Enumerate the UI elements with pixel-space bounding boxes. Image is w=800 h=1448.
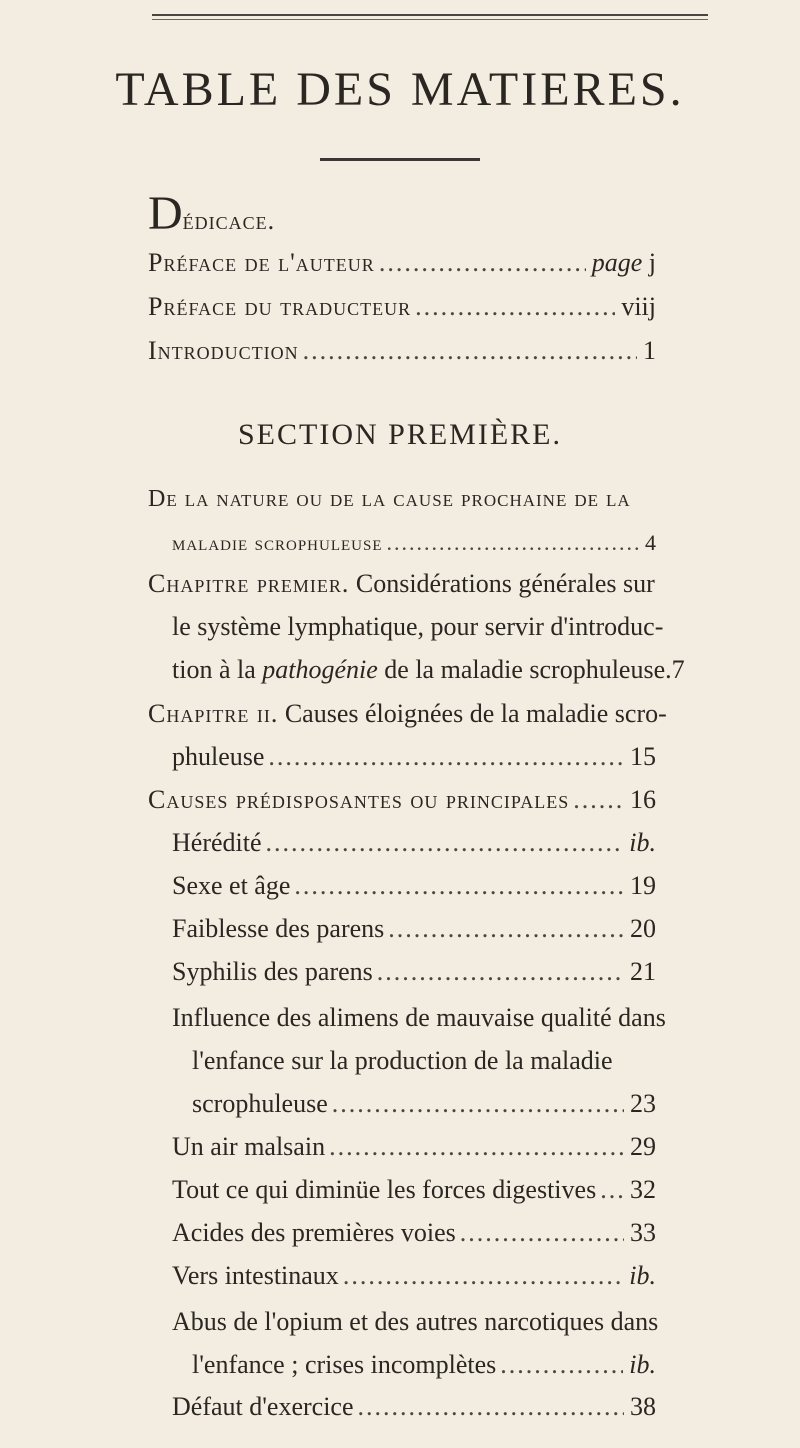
- toc-label: Hérédité: [172, 828, 262, 857]
- toc-entry-causes: [148, 785, 656, 815]
- toc-label: Faiblesse des parens: [172, 914, 385, 943]
- toc-label: Préface du traducteur: [148, 292, 412, 321]
- toc-label: Préface de l'auteur: [148, 248, 375, 277]
- toc-line: scrophuleuse ..... 23: [172, 1082, 656, 1125]
- toc-page-number: viij: [621, 292, 656, 321]
- top-rule-thin: [152, 19, 708, 20]
- toc-entry-chapitre-2: [148, 692, 667, 778]
- toc-label: Syphilis des parens: [172, 957, 373, 986]
- page-prefix: page: [591, 248, 643, 277]
- leader-dots: [266, 828, 624, 858]
- toc-page-number: 15: [630, 742, 656, 771]
- toc-label: Causes prédisposantes ou principales: [148, 785, 570, 814]
- toc-label: Tout ce qui diminüe les forces digestives: [172, 1175, 597, 1204]
- toc-line: Abus de l'opium et des autres narcotiques dans: [172, 1307, 659, 1336]
- leader-dots: [387, 521, 639, 564]
- toc-entry-syphilis: [172, 957, 656, 987]
- toc-entry-air: [172, 1132, 656, 1162]
- title-divider: [320, 158, 480, 161]
- leader-dots: [460, 1218, 624, 1248]
- toc-entry-dedicace: [148, 187, 656, 240]
- toc-page-number: 33: [630, 1218, 656, 1247]
- toc-page-number: 32: [630, 1175, 656, 1204]
- toc-entry-preface-auteur: [148, 248, 656, 278]
- toc-page-number: 19: [630, 871, 656, 900]
- toc-page-number: 20: [630, 914, 656, 943]
- toc-entry-acides: [172, 1218, 656, 1248]
- toc-page-number: 7: [671, 655, 685, 684]
- toc-page-number: 16: [630, 785, 656, 814]
- toc-label: Sexe et âge: [172, 871, 291, 900]
- toc-entry-introduction: [148, 336, 656, 366]
- toc-entry-influence: [172, 996, 666, 1125]
- toc-page-number: page j: [591, 248, 656, 277]
- toc-page-number: 38: [630, 1392, 656, 1421]
- leader-dots: [573, 785, 624, 815]
- leader-dots: [500, 1343, 623, 1386]
- leader-dots: [303, 336, 637, 366]
- toc-entry-sexe: [172, 871, 656, 901]
- leader-dots: [329, 1132, 624, 1162]
- toc-entry-preface-traducteur: [148, 292, 656, 322]
- toc-line: l'enfance sur la production de la maladie: [192, 1046, 613, 1075]
- toc-entry-exercice: [172, 1392, 656, 1422]
- page-title: TABLE DES MATIERES.: [115, 63, 685, 116]
- toc-entry-forces: [172, 1175, 656, 1205]
- leader-dots: [343, 1261, 623, 1291]
- toc-line: Influence des alimens de mauvaise qualité dans: [172, 1003, 666, 1032]
- toc-page-number: 29: [630, 1132, 656, 1161]
- toc-entry-nature: [148, 478, 656, 564]
- toc-page-number: 21: [630, 957, 656, 986]
- leader-dots: [388, 914, 624, 944]
- toc-entry-abus: [172, 1300, 659, 1386]
- leader-dots: [332, 1082, 624, 1125]
- toc-page-number: 23: [630, 1089, 656, 1118]
- toc-label: Défaut d'exercice: [172, 1392, 354, 1421]
- leader-dots: [377, 957, 624, 987]
- drop-cap: D: [148, 187, 183, 240]
- leader-dots: [600, 1175, 624, 1205]
- toc-line: Chapitre ii. Causes éloignées de la maladie scro-: [148, 699, 667, 728]
- toc-label: Un air malsain: [172, 1132, 326, 1161]
- toc-label: Vers intestinaux: [172, 1261, 339, 1290]
- toc-page-number: 1: [643, 336, 656, 365]
- toc-line: De la nature ou de la cause prochaine de la: [148, 486, 631, 512]
- toc-entry-heredite: [172, 828, 656, 858]
- section-heading: SECTION PREMIÈRE.: [237, 418, 562, 451]
- toc-entry-faiblesse: [172, 914, 656, 944]
- leader-dots: [415, 292, 615, 322]
- toc-page-number: ib.: [629, 828, 656, 857]
- leader-dots: [268, 735, 624, 778]
- toc-page-number: 4: [645, 530, 656, 555]
- toc-line: Chapitre premier. Considérations générales sur: [148, 569, 655, 598]
- top-rule: [152, 14, 708, 16]
- toc-page-number: ib.: [629, 1350, 656, 1379]
- toc-label: Acides des premières voies: [172, 1218, 456, 1247]
- toc-label: Introduction: [148, 336, 299, 365]
- leader-dots: [358, 1392, 624, 1422]
- toc-label: édicace.: [182, 206, 276, 235]
- toc-entry-vers: [172, 1261, 656, 1291]
- toc-line: le système lymphatique, pour servir d'introduc-: [172, 612, 664, 641]
- toc-line: phuleuse ..... 15: [148, 735, 656, 778]
- toc-line: tion à la pathogénie de la maladie scrophuleuse. 7: [148, 648, 656, 691]
- toc-line: maladie scrophuleuse ..... 4: [148, 521, 656, 564]
- toc-entry-chapitre-1: [148, 562, 685, 691]
- toc-line: l'enfance ; crises incomplètes ..... ib.: [172, 1343, 656, 1386]
- toc-page-number: ib.: [629, 1261, 656, 1290]
- leader-dots: [379, 248, 586, 278]
- leader-dots: [294, 871, 624, 901]
